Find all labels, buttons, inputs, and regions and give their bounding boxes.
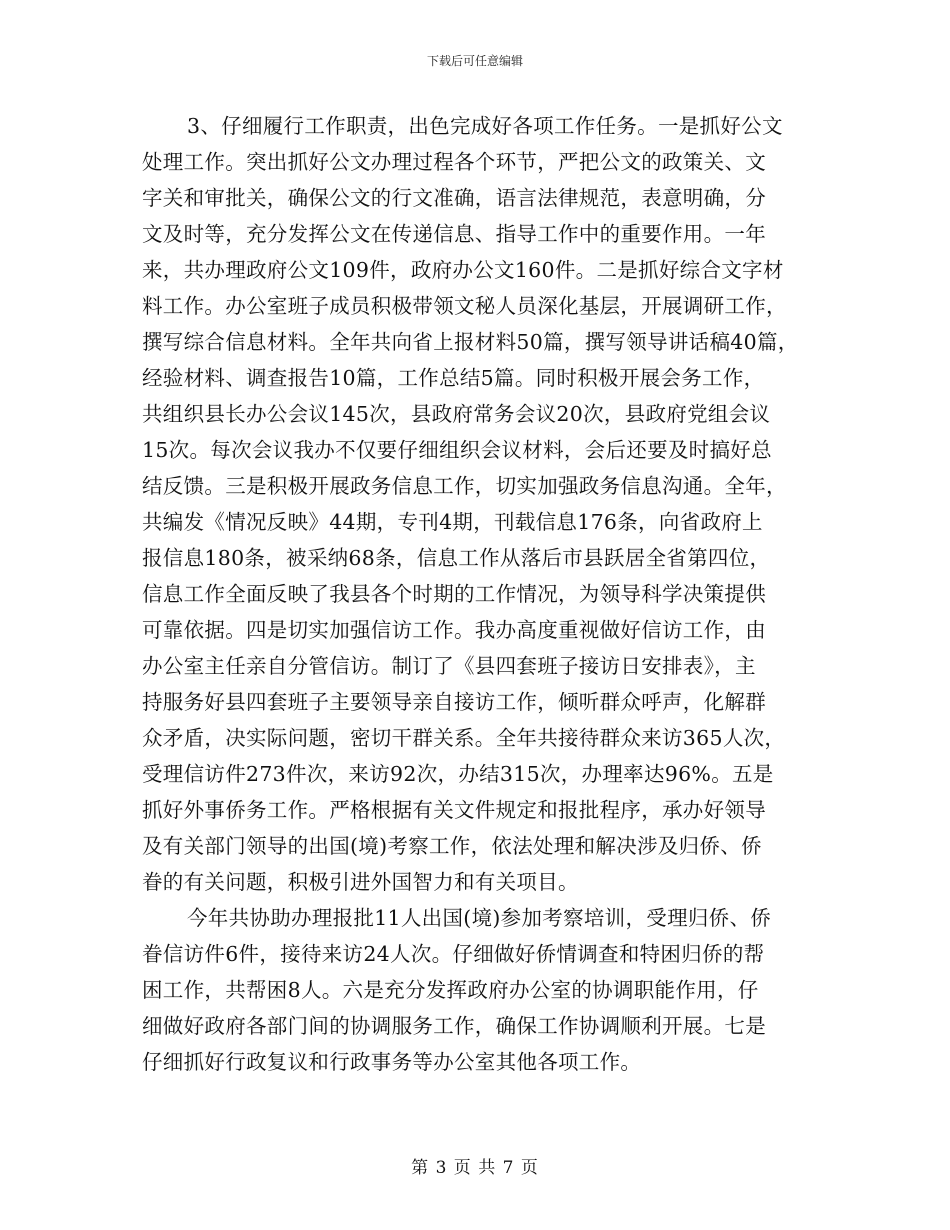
text-line: 共组织县长办公会议145次，县政府常务会议20次，县政府党组会议 [142, 402, 771, 426]
text-line: 办公室主任亲自分管信访。制订了《县四套班子接访日安排表》，主 [142, 654, 756, 678]
document-body [142, 108, 822, 1080]
page-number-footer: 第 3 页 共 7 页 [411, 1158, 539, 1178]
text-line: 困工作，共帮困8人。六是充分发挥政府办公室的协调职能作用，仔 [142, 978, 759, 1002]
text-line: 仔细抓好行政复议和行政事务等办公室其他各项工作。 [142, 1050, 642, 1074]
text-line: 撰写综合信息材料。全年共向省上报材料50篇，撰写领导讲话稿40篇， [142, 330, 799, 354]
text-line: 处理工作。突出抓好公文办理过程各个环节，严把公文的政策关、文 [142, 150, 766, 174]
text-line: 眷信访件6件，接待来访24人次。仔细做好侨情调查和特困归侨的帮 [142, 942, 765, 966]
text-line: 文及时等，充分发挥公文在传递信息、指导工作中的重要作用。一年 [142, 222, 766, 246]
text-line: 受理信访件273件次，来访92次，办结315次，办理率达96%。五是 [142, 762, 774, 786]
text-line: 结反馈。三是积极开展政务信息工作，切实加强政务信息沟通。全年， [142, 474, 787, 498]
page-header-note: 下载后可任意编辑 [426, 54, 523, 68]
text-line: 及有关部门领导的出国(境)考察工作，依法处理和解决涉及归侨、侨 [142, 834, 762, 858]
text-line: 细做好政府各部门间的协调服务工作，确保工作协调顺利开展。七是 [142, 1014, 766, 1038]
text-line: 眷的有关问题，积极引进外国智力和有关项目。 [142, 870, 579, 894]
text-line: 抓好外事侨务工作。严格根据有关文件规定和报批程序，承办好领导 [142, 798, 766, 822]
text-line: 来，共办理政府公文109件，政府办公文160件。二是抓好综合文字材 [142, 258, 784, 282]
text-line: 料工作。办公室班子成员积极带领文秘人员深化基层，开展调研工作， [142, 294, 787, 318]
text-line: 经验材料、调查报告10篇，工作总结5篇。同时积极开展会务工作， [142, 366, 765, 390]
text-line: 今年共协助办理报批11人出国(境)参加考察培训，受理归侨、侨 [187, 906, 772, 930]
text-line: 持服务好县四套班子主要领导亲自接访工作，倾听群众呼声，化解群 [142, 690, 766, 714]
text-line: 众矛盾，决实际问题，密切干群关系。全年共接待群众来访365人次， [142, 726, 786, 750]
text-line: 报信息180条，被采纳68条，信息工作从落后市县跃居全省第四位， [142, 546, 771, 570]
text-line: 3、仔细履行工作职责，出色完成好各项工作任务。一是抓好公文 [187, 114, 783, 138]
text-line: 共编发《情况反映》44期，专刊4期，刊载信息176条，向省政府上 [142, 510, 763, 534]
text-line: 信息工作全面反映了我县各个时期的工作情况，为领导科学决策提供 [142, 582, 766, 606]
text-line: 字关和审批关，确保公文的行文准确，语言法律规范，表意明确，分 [142, 186, 766, 210]
text-line: 15次。每次会议我办不仅要仔细组织会议材料，会后还要及时搞好总 [142, 438, 772, 462]
text-line: 可靠依据。四是切实加强信访工作。我办高度重视做好信访工作，由 [142, 618, 766, 642]
